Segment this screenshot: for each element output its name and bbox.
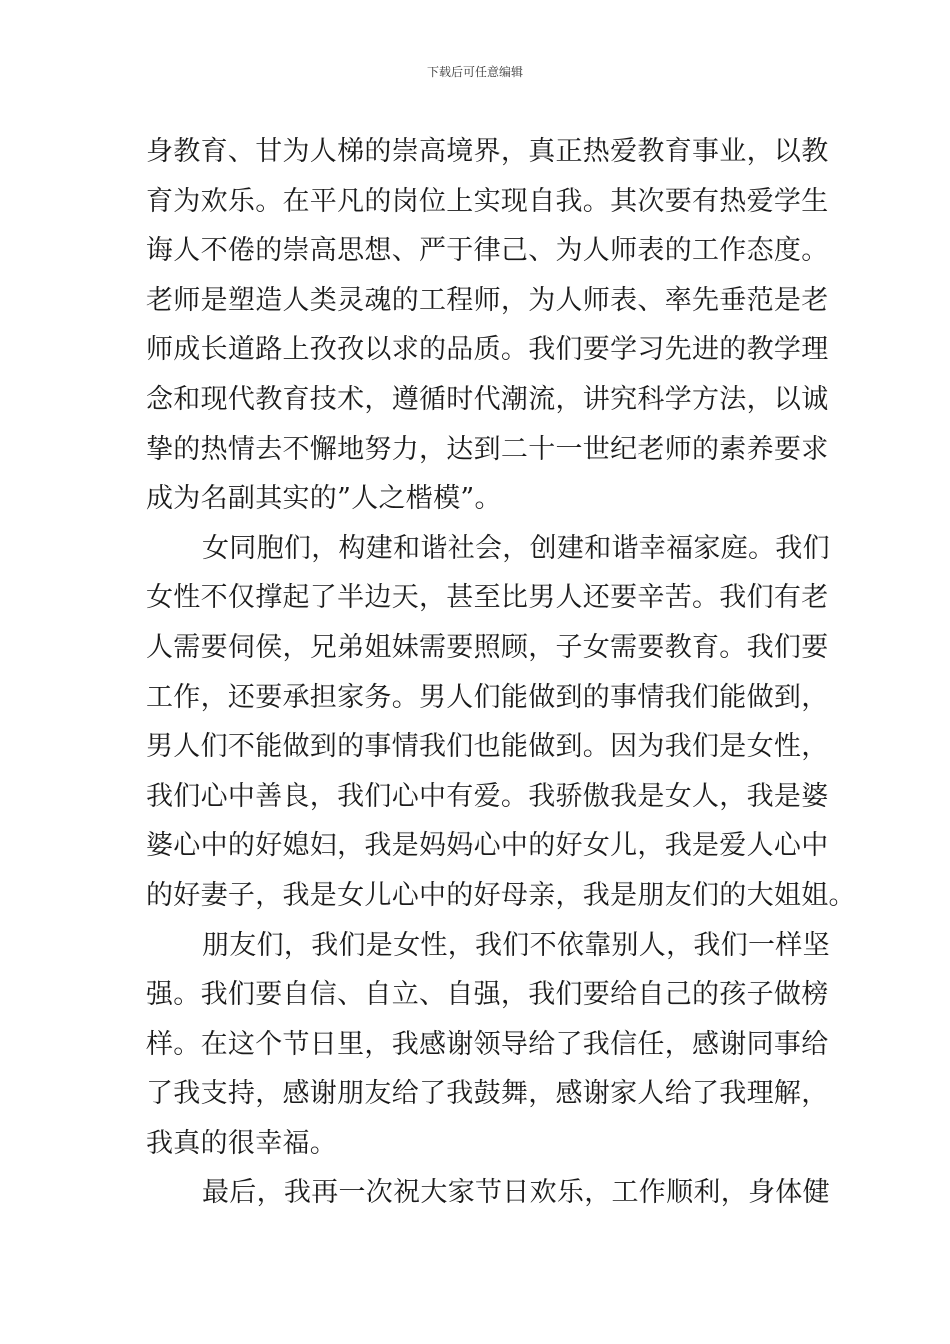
text-line: 人需要伺侯，兄弟姐妹需要照顾，子女需要教育。我们要: [146, 631, 829, 663]
paragraph-first-line: 最后，我再一次祝大家节日欢乐，工作顺利，身体健: [202, 1177, 830, 1209]
document-body: [146, 127, 856, 1218]
text-line: 身教育、甘为人梯的崇高境界，真正热爱教育事业，以教: [146, 136, 829, 167]
text-line: 挚的热情去不懈地努力，达到二十一世纪老师的素养要求: [146, 433, 829, 465]
text-line: 男人们不能做到的事情我们也能做到。因为我们是女性，: [146, 731, 829, 763]
text-line: 诲人不倦的崇高思想、严于律己、为人师表的工作态度。: [146, 235, 829, 267]
text-line: 女性不仅撑起了半边天，甚至比男人还要辛苦。我们有老: [146, 582, 829, 614]
text-line: 了我支持，感谢朋友给了我鼓舞，感谢家人给了我理解，: [146, 1078, 829, 1110]
text-line: 我真的很幸福。: [146, 1127, 338, 1159]
text-line: 育为欢乐。在平凡的岗位上实现自我。其次要有热爱学生: [146, 185, 829, 217]
text-line: 强。我们要自信、自立、自强，我们要给自己的孩子做榜: [146, 979, 829, 1011]
text-line: 婆心中的好媳妇，我是妈妈心中的好女儿，我是爱人心中: [146, 830, 829, 862]
text-line: 工作，还要承担家务。男人们能做到的事情我们能做到，: [146, 681, 829, 713]
paragraph-first-line: 朋友们，我们是女性，我们不依靠别人，我们一样坚: [202, 929, 830, 961]
text-line: 念和现代教育技术，遵循时代潮流，讲究科学方法，以诚: [146, 383, 829, 415]
text-line: 我们心中善良，我们心中有爱。我骄傲我是女人，我是婆: [146, 780, 829, 812]
text-line: 老师是塑造人类灵魂的工程师，为人师表、率先垂范是老: [146, 284, 829, 316]
paragraph-first-line: 女同胞们，构建和谐社会，创建和谐幸福家庭。我们: [202, 532, 830, 564]
text-line: 的好妻子，我是女儿心中的好母亲，我是朋友们的大姐姐。: [146, 879, 856, 911]
text-line: 师成长道路上孜孜以求的品质。我们要学习先进的教学理: [146, 334, 829, 366]
text-line: 样。在这个节日里，我感谢领导给了我信任，感谢同事给: [146, 1028, 829, 1060]
text-line: 成为名副其实的”人之楷模”。: [146, 483, 502, 515]
page-header: 下载后可任意编辑: [426, 65, 523, 79]
